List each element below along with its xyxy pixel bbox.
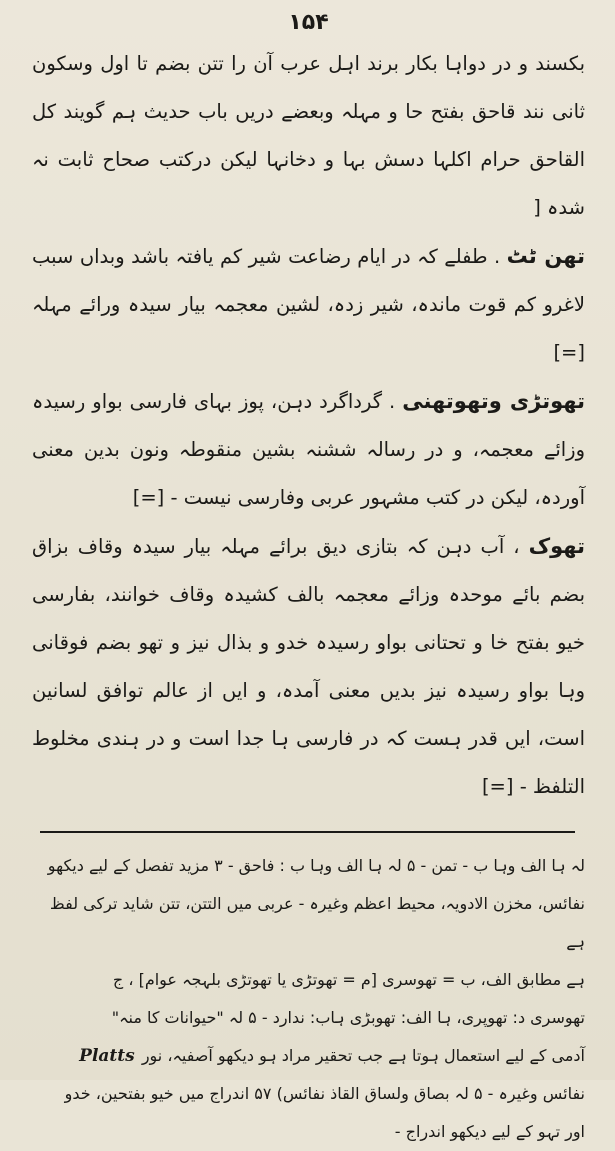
footnotes [32,847,585,1151]
entry-thook [32,522,585,811]
entry-headword: تھوک [528,534,585,558]
footnote-line: اور تہو کے لیے دیکھو اندراج - [394,1122,585,1141]
entry-intro [32,40,585,232]
page-number: ۱۵۴ [288,10,329,35]
main-text [32,40,585,811]
footnote-text: آدمی کے لیے استعمال ہوتا ہے جب تحقیر مراد ہو دیکھو آصفیہ، نور [141,1046,585,1065]
platts-reference: Platts [79,1046,135,1066]
footnote-line: ہے مطابق الف، ب = تھوسری [م = تھوتڑی یا تھوتڑی بلہجہ عوام] ، ج [112,970,585,989]
entry-text: بکسند و در دواہا بکار برند اہل عرب آن را تتن بضم تا اول وسکون ثانی نند قاحق بفتح حا و مہلہ وبعضے دریں باب حدیث ہم گویند کل القاحق حرام اکلہا دسش بہا و دخانہا لیکن درکتب صحاح ثابت نہ شدہ [ [32,52,585,219]
entry-text: ، آب دہن کہ بتازی دیق برائے مہلہ بیار سیدہ وقاف بزاق بضم بائے موحدہ وزائے معجمہ بالف کشیدہ وقاف خوانند، بفارسی خیو بفتح خا و تحتانی بواو رسیدہ خدو و بذال نیز و تھو بضم فوقانی وہا بواو رسیدہ نیز بدیں معنی آمدہ، و ایں از عالم توافق لسانین است، ایں قدر ہست کہ در فارسی ہا جدا است و در ہندی مخلوط التلفظ - [=] [32,535,585,798]
entry-headword: تھوتڑی وتھوتھنی [402,389,585,413]
footnote-line: نفائس وغیرہ - ۵ لہ بصاق ولساق القاذ نفائس) ۵۷ اندراج میں خیو بفتحین، خدو [64,1084,585,1103]
entry-headword: تھن ٹٹ [506,244,585,268]
entry-thothri [32,377,585,522]
entry-text: . طفلے کہ در ایام رضاعت شیر کم یافتہ باشد وبداں سبب لاغرو کم قوت ماندہ، شیر زدہ، لشین معجمہ بیار سیدہ ورائے مہلہ [=] [32,245,585,364]
entry-text: . گرداگرد دہن، پوز بہای فارسی بواو رسیدہ وزائے معجمہ، و در رسالہ ششنہ بشین منقوطہ ونون بدین معنی آوردہ، لیکن در کتب مشہور عربی وفارسی نیست - [=] [32,390,585,509]
footnote-divider [40,831,575,833]
footnote-line: تھوسری د: تھوپری، ہا الف: تھوبڑی ہاب: ندارد - ۵ لہ "حیوانات کا منہ" [111,1008,585,1027]
entry-thanthat [32,232,585,377]
footnote-line [32,1037,585,1075]
footnote-line: لہ ہا الف وہا ب - تمن - ۵ لہ ہا الف وہا ب : فاحق - ۳ مزید تفصل کے لیے دیکھو نفائس، مخزن الادویہ، محیط اعظم وغیرہ - عربی میں التتن، تتن شاید ترکی لفظ ہے [47,856,585,951]
